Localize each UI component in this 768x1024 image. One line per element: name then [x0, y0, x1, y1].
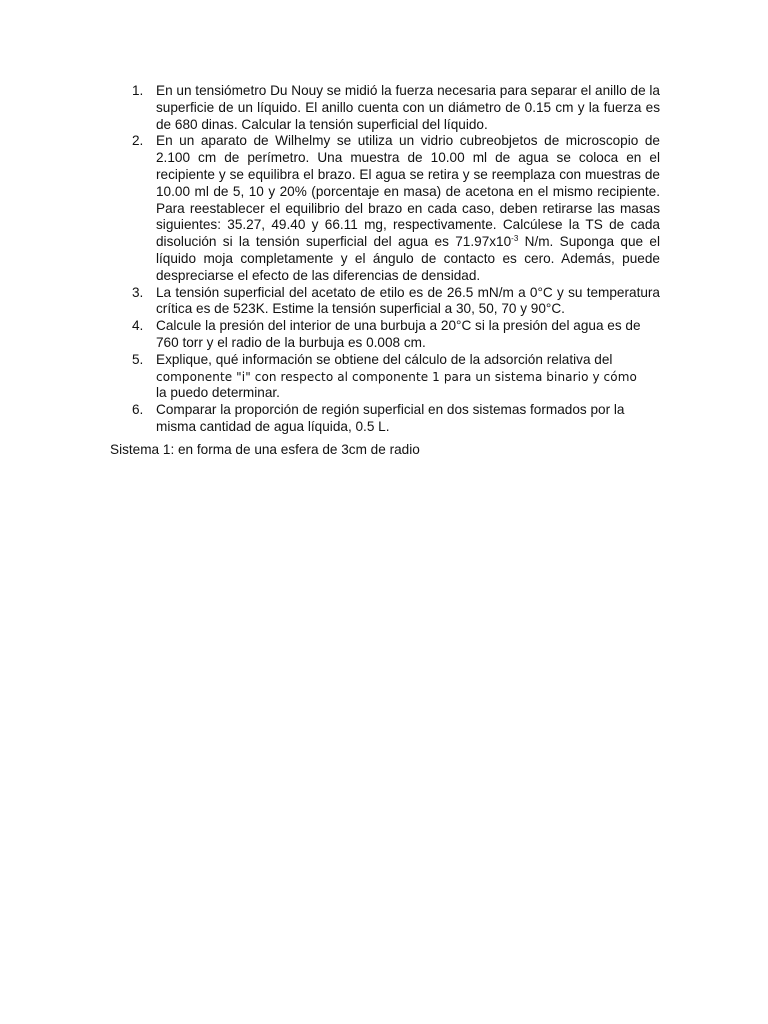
- problem-text: En un tensiómetro Du Nouy se midió la fuerza necesaria para separar el anillo de la superficie de un líquido. El anillo cuenta con un diámetro de 0.15 cm y la fuerza es de 680 dinas. Calcular la tensión superficial del líquido.: [156, 83, 660, 132]
- problem-text-part: N/m. Suponga que el líquido moja completamente y el ángulo de contacto es cero. Además, puede despreciarse el efecto de las diferencias de densidad.: [156, 234, 660, 283]
- problem-text-line: componente "i" con respecto al componente 1 para un sistema binario y cómo: [156, 369, 637, 384]
- problem-text-line: Explique, qué información se obtiene del cálculo de la adsorción relativa del: [156, 351, 613, 367]
- problem-number: 3.: [132, 284, 144, 300]
- problem-text: [156, 352, 660, 402]
- problem-list: [114, 83, 660, 436]
- problem-text: Comparar la proporción de región superficial en dos sistemas formados por la misma cantidad de agua líquida, 0.5 L.: [156, 402, 625, 434]
- problem-5: [114, 352, 660, 402]
- problem-number: 2.: [132, 133, 144, 149]
- problem-text: [156, 133, 660, 284]
- problem-number: 1.: [132, 83, 144, 98]
- problem-text: La tensión superficial del acetato de etilo es de 26.5 mN/m a 0°C y su temperatura crítica es de 523K. Estime la tensión superficial a 30, 50, 70 y 90°C.: [156, 284, 660, 317]
- problem-text: Calcule la presión del interior de una burbuja a 20°C si la presión del agua es de 760 torr y el radio de la burbuja es 0.008 cm.: [156, 318, 641, 350]
- problem-3: [114, 285, 660, 319]
- problem-6: [114, 402, 660, 436]
- problem-number: 5.: [132, 351, 144, 367]
- problem-1: [114, 83, 660, 133]
- system-1-text: Sistema 1: en forma de una esfera de 3cm de radio: [110, 442, 420, 457]
- problem-number: 4.: [132, 318, 144, 334]
- problem-number: 6.: [132, 402, 144, 418]
- problem-4: [114, 318, 660, 352]
- problem-2: [114, 133, 660, 284]
- problem-text-line: la puedo determinar.: [156, 385, 280, 401]
- problem-text-part: En un aparato de Wilhelmy se utiliza un vidrio cubreobjetos de microscopio de 2.100 cm de perímetro. Una muestra de 10.00 ml de agua se coloca en el recipiente y se equilibra el brazo. El agua se retira y se reemplaza con muestras de 10.00 ml de 5, 10 y 20% (porcentaje en masa) de acetona en el mismo recipiente. Para reestablecer el equilibrio del brazo en cada caso, deben retirarse las masas siguientes: 35.27, 49.40 y 66.11 mg, respectivamente. Calcúlese la TS de cada disolución si la tensión superficial del agua es 71.97x10: [156, 133, 660, 250]
- exponent: -3: [511, 234, 519, 244]
